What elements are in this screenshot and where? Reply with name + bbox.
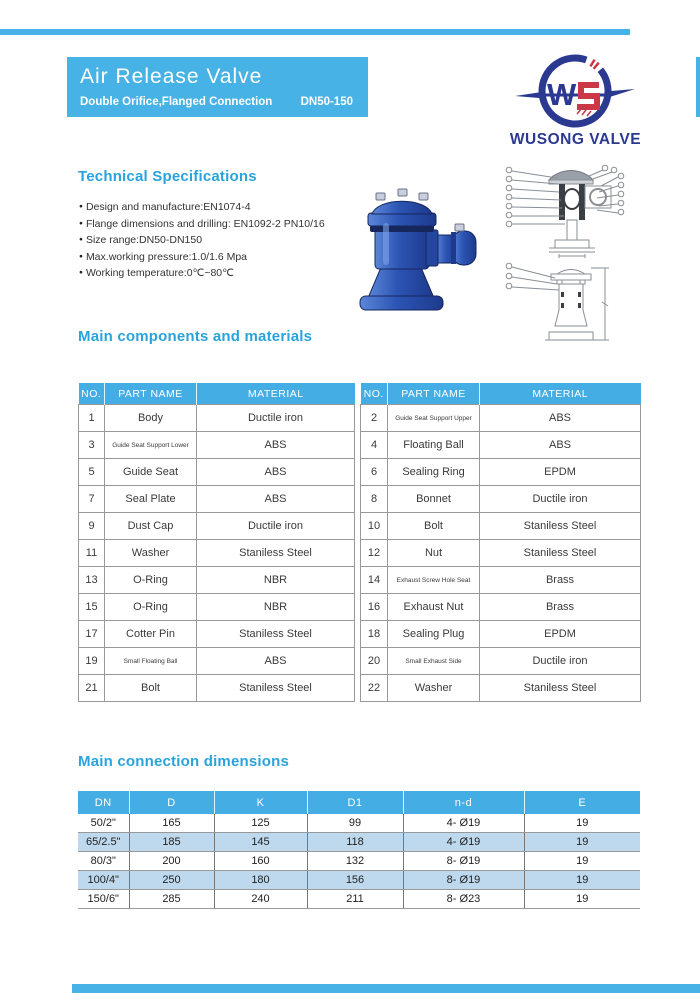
table-cell: 19 (524, 852, 640, 871)
table-row (361, 567, 641, 594)
table-cell: 4- Ø19 (403, 833, 524, 852)
table-row (361, 513, 641, 540)
table-cell: 17 (79, 621, 105, 648)
col-nd: n-d (403, 791, 524, 814)
table-row (79, 567, 355, 594)
table-cell: 200 (129, 852, 214, 871)
table-cell: Ductile iron (480, 648, 641, 675)
table-cell: 22 (361, 675, 388, 702)
table-cell: Brass (480, 594, 641, 621)
table-cell: 65/2.5" (78, 833, 129, 852)
table-header-row (361, 383, 641, 405)
table-row (361, 648, 641, 675)
page-title: Air Release Valve (80, 65, 263, 88)
table-cell: 15 (79, 594, 105, 621)
table-row (78, 852, 640, 871)
table-row (78, 814, 640, 833)
dimensions-heading: Main connection dimensions (78, 753, 290, 770)
table-cell: 20 (361, 648, 388, 675)
table-cell: 19 (524, 814, 640, 833)
dimensions-table-wrap (78, 791, 640, 909)
svg-text:W: W (547, 77, 577, 112)
table-cell: ABS (197, 648, 355, 675)
components-table-right (360, 383, 641, 702)
table-header-row (79, 383, 355, 405)
components-tables (78, 383, 641, 702)
table-cell: ABS (480, 405, 641, 432)
page-subtitle: Double Orifice,Flanged Connection (80, 96, 273, 108)
table-cell: 125 (214, 814, 307, 833)
table-row (361, 621, 641, 648)
table-cell: Staniless Steel (197, 540, 355, 567)
table-row (78, 871, 640, 890)
table-cell: EPDM (480, 459, 641, 486)
table-cell: 4 (361, 432, 388, 459)
table-cell: 1 (79, 405, 105, 432)
table-cell: 150/6" (78, 890, 129, 909)
table-cell: 80/3" (78, 852, 129, 871)
table-cell: EPDM (480, 621, 641, 648)
table-cell: 5 (79, 459, 105, 486)
col-d1: D1 (307, 791, 403, 814)
table-cell: 19 (79, 648, 105, 675)
col-material: MATERIAL (197, 383, 355, 405)
table-cell: 285 (129, 890, 214, 909)
col-d: D (129, 791, 214, 814)
table-cell: 18 (361, 621, 388, 648)
table-row (361, 486, 641, 513)
table-row (79, 621, 355, 648)
table-cell: Floating Ball (388, 432, 480, 459)
table-row (79, 513, 355, 540)
dimensions-table (78, 791, 640, 909)
table-row (361, 405, 641, 432)
table-cell: 250 (129, 871, 214, 890)
table-cell: 19 (524, 890, 640, 909)
table-cell: Bonnet (388, 486, 480, 513)
col-dn: DN (78, 791, 129, 814)
spec-item: ● Working temperature:0℃~80℃ (79, 265, 325, 282)
table-cell: Sealing Ring (388, 459, 480, 486)
col-no: NO. (361, 383, 388, 405)
table-cell: 180 (214, 871, 307, 890)
table-cell: Guide Seat Support Upper (388, 405, 480, 432)
table-cell: 13 (79, 567, 105, 594)
table-cell: 16 (361, 594, 388, 621)
table-cell: Small Floating Ball (105, 648, 197, 675)
table-cell: 8- Ø19 (403, 852, 524, 871)
table-row (79, 675, 355, 702)
table-cell: Body (105, 405, 197, 432)
table-row (361, 432, 641, 459)
table-row (79, 594, 355, 621)
table-cell: 118 (307, 833, 403, 852)
table-header-row (78, 791, 640, 814)
table-cell: 21 (79, 675, 105, 702)
table-cell: Nut (388, 540, 480, 567)
col-k: K (214, 791, 307, 814)
bottom-accent-stripe (72, 984, 700, 993)
title-block (67, 57, 368, 117)
table-cell: Exhaust Screw Hole Seat (388, 567, 480, 594)
table-row (361, 675, 641, 702)
table-cell: Guide Seat (105, 459, 197, 486)
table-cell: 6 (361, 459, 388, 486)
table-row (79, 540, 355, 567)
table-cell: Exhaust Nut (388, 594, 480, 621)
table-cell: ABS (197, 432, 355, 459)
tech-specs-heading: Technical Specifications (78, 168, 257, 185)
table-cell: 4- Ø19 (403, 814, 524, 833)
valve-product-photo (348, 183, 480, 318)
right-accent-stripe (696, 57, 700, 117)
table-row (79, 648, 355, 675)
table-cell: Staniless Steel (480, 675, 641, 702)
table-cell: ABS (480, 432, 641, 459)
table-cell: Staniless Steel (197, 675, 355, 702)
col-no: NO. (79, 383, 105, 405)
table-cell: 240 (214, 890, 307, 909)
spec-item: ● Design and manufacture:EN1074-4 (79, 199, 325, 216)
spec-item: ● Size range:DN50-DN150 (79, 232, 325, 249)
table-cell: 19 (524, 871, 640, 890)
table-cell: 185 (129, 833, 214, 852)
brand-name: WUSONG VALVE (509, 131, 642, 148)
table-row (78, 833, 640, 852)
table-cell: 14 (361, 567, 388, 594)
table-cell: Dust Cap (105, 513, 197, 540)
col-e: E (524, 791, 640, 814)
col-part-name: PART NAME (105, 383, 197, 405)
table-cell: 100/4" (78, 871, 129, 890)
table-cell: 19 (524, 833, 640, 852)
tech-specs-list (79, 199, 325, 282)
table-cell: Bolt (388, 513, 480, 540)
table-cell: Sealing Plug (388, 621, 480, 648)
table-cell: Ductile iron (197, 513, 355, 540)
table-cell: 8- Ø23 (403, 890, 524, 909)
table-cell: 8- Ø19 (403, 871, 524, 890)
table-cell: 9 (79, 513, 105, 540)
table-cell: 99 (307, 814, 403, 833)
table-cell: Ductile iron (197, 405, 355, 432)
table-cell: 165 (129, 814, 214, 833)
table-cell: Staniless Steel (197, 621, 355, 648)
table-cell: NBR (197, 594, 355, 621)
col-part-name: PART NAME (388, 383, 480, 405)
table-cell: 211 (307, 890, 403, 909)
table-cell: 3 (79, 432, 105, 459)
table-cell: 2 (361, 405, 388, 432)
table-row (361, 540, 641, 567)
table-cell: Staniless Steel (480, 540, 641, 567)
table-row (79, 432, 355, 459)
components-table-left (78, 383, 355, 702)
table-cell: Brass (480, 567, 641, 594)
table-cell: Seal Plate (105, 486, 197, 513)
table-row (79, 405, 355, 432)
table-cell: 160 (214, 852, 307, 871)
table-cell: ABS (197, 459, 355, 486)
table-row (79, 486, 355, 513)
table-cell: Ductile iron (480, 486, 641, 513)
top-accent-stripe (0, 29, 630, 35)
table-row (361, 459, 641, 486)
table-cell: O-Ring (105, 567, 197, 594)
table-cell: 50/2" (78, 814, 129, 833)
table-cell: Washer (388, 675, 480, 702)
col-material: MATERIAL (480, 383, 641, 405)
table-row (361, 594, 641, 621)
table-cell: 156 (307, 871, 403, 890)
valve-technical-drawing (501, 162, 629, 358)
table-cell: Guide Seat Support Lower (105, 432, 197, 459)
components-heading: Main components and materials (78, 328, 313, 345)
table-row (78, 890, 640, 909)
table-cell: 132 (307, 852, 403, 871)
spec-item: ● Max.working pressure:1.0/1.6 Mpa (79, 249, 325, 266)
spec-item: ● Flange dimensions and drilling: EN1092-2 PN10/16 (79, 216, 325, 233)
table-cell: 11 (79, 540, 105, 567)
table-cell: 10 (361, 513, 388, 540)
table-row (79, 459, 355, 486)
table-cell: Cotter Pin (105, 621, 197, 648)
table-cell: Staniless Steel (480, 513, 641, 540)
table-cell: ABS (197, 486, 355, 513)
table-cell: Small Exhaust Side (388, 648, 480, 675)
size-range-badge: DN50-150 (300, 96, 353, 108)
table-cell: Washer (105, 540, 197, 567)
table-cell: O-Ring (105, 594, 197, 621)
table-cell: 8 (361, 486, 388, 513)
table-cell: NBR (197, 567, 355, 594)
table-cell: 12 (361, 540, 388, 567)
table-cell: 7 (79, 486, 105, 513)
table-cell: Bolt (105, 675, 197, 702)
table-cell: 145 (214, 833, 307, 852)
